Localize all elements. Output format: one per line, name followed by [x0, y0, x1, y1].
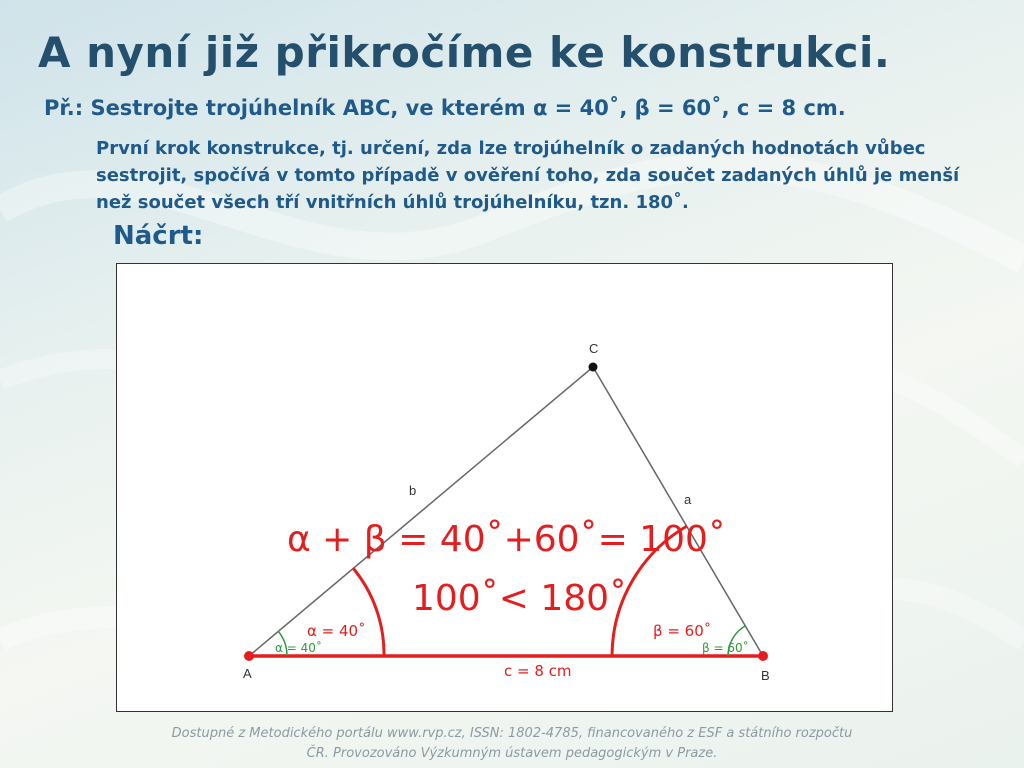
triangle-sketch: [117, 264, 892, 711]
vertex-b-point: [758, 651, 768, 661]
side-a-label: a: [684, 492, 692, 507]
vertex-a-point: [244, 651, 254, 661]
footer-line-2: ČR. Provozováno Výzkumným ústavem pedagogickým v Praze.: [306, 746, 718, 761]
footer-line-1: Dostupné z Metodického portálu www.rvp.cz, ISSN: 1802-4785, financovaného z ESF a státního rozpočtu: [171, 726, 853, 741]
angle-beta-red-label: β = 60˚: [653, 622, 712, 640]
example-assignment: Př.: Sestrojte trojúhelník ABC, ve kterém α = 40˚, β = 60˚, c = 8 cm.: [44, 96, 846, 120]
angle-sum-statement: α + β = 40˚+60˚= 100˚: [287, 519, 726, 560]
angle-alpha-green-label: α = 40˚: [275, 641, 322, 655]
angle-alpha-red-label: α = 40˚: [307, 622, 366, 640]
side-b-label: b: [409, 483, 417, 498]
sketch-figure: [116, 263, 893, 712]
sketch-label: Náčrt:: [113, 221, 204, 251]
angle-beta-green-label: β = 60˚: [702, 641, 749, 655]
footer-note: [0, 724, 1024, 764]
slide-title: A nyní již přikročíme ke konstrukci.: [38, 28, 891, 77]
angle-alpha-red-arc: [353, 568, 384, 656]
side-c-label: c = 8 cm: [504, 662, 572, 680]
vertex-b-label: B: [761, 668, 770, 683]
vertex-a-label: A: [243, 666, 252, 681]
vertex-c-label: C: [589, 341, 599, 356]
explanation-text: První krok konstrukce, tj. určení, zda lze trojúhelník o zadaných hodnotách vůbec sestrojit, spočívá v tomto případě v ověření toho, zda součet zadaných úhlů je menší než součet všech tří vnitřních úhlů trojúhelníku, tzn. 180˚.: [96, 138, 960, 213]
vertex-c-point: [589, 363, 598, 372]
angle-comparison-statement: 100˚< 180˚: [412, 578, 628, 619]
